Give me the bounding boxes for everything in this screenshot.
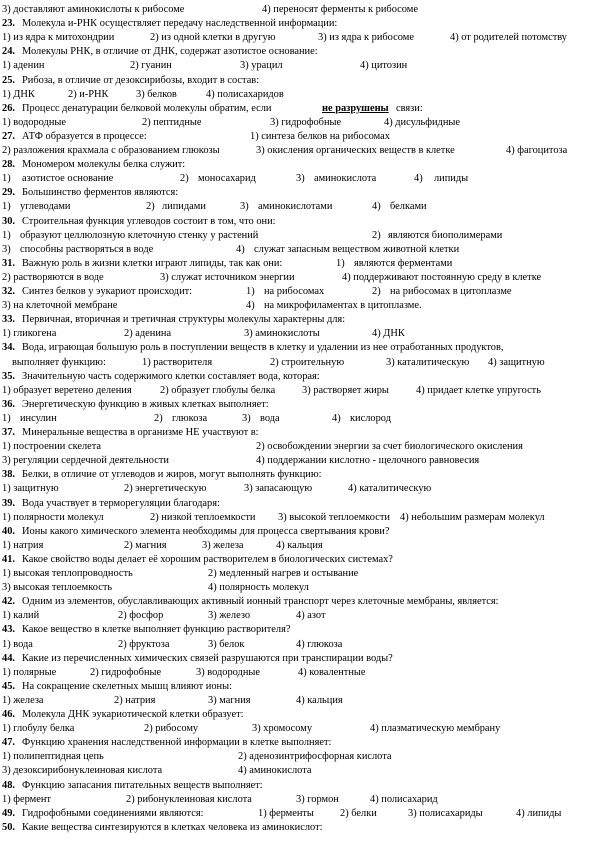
text-segment: липидами xyxy=(162,201,206,213)
text-segment: 2) аденина xyxy=(124,328,172,340)
text-segment: Молекулы РНК, в отличие от ДНК, содержат азотистое основание: xyxy=(22,46,318,58)
text-segment: 2) xyxy=(372,286,381,297)
text-line xyxy=(0,87,595,102)
question-number: 45. xyxy=(2,680,15,692)
text-segment: 4) дисульфидные xyxy=(384,116,460,128)
text-segment: Молекула ДНК эукариотической клетки образует: xyxy=(22,709,244,720)
text-line xyxy=(0,228,595,243)
question-number: 34. xyxy=(2,342,15,354)
text-segment: 2) строительную xyxy=(270,356,345,368)
question-number: 48. xyxy=(2,779,15,791)
text-segment: 1) полипептидная цепь xyxy=(2,751,104,763)
question-number: 50. xyxy=(2,821,15,833)
text-segment: являются биополимерами xyxy=(388,229,503,241)
text-segment: 2) гидрофобные xyxy=(90,666,162,678)
text-segment: 3) xyxy=(296,173,305,185)
text-segment: связи: xyxy=(396,102,423,114)
text-segment: 3) водородные xyxy=(196,666,260,678)
text-segment: Строительная функция углеводов состоит в том, что они: xyxy=(22,215,276,227)
text-segment: белками xyxy=(390,201,427,213)
text-segment: 1) защитную xyxy=(2,483,59,495)
text-line xyxy=(0,552,595,567)
text-line xyxy=(0,580,595,595)
text-line xyxy=(0,538,595,553)
text-segment: 3) регуляции сердечной деятельности xyxy=(2,455,169,467)
text-segment: 3) из ядра к рибосоме xyxy=(318,32,414,44)
text-segment: Белки, в отличие от углеводов и жиров, могут выполнять функцию: xyxy=(22,469,322,481)
text-line xyxy=(0,622,595,637)
text-segment: 3) гормон xyxy=(296,793,339,805)
text-segment: 3) аминокислоты xyxy=(244,328,320,340)
text-segment: Какие из перечисленных химических связей разрушаются при транспирации воды? xyxy=(22,652,393,664)
text-line xyxy=(0,101,595,116)
text-segment: 1) xyxy=(246,286,255,297)
text-segment: на микрофиламентах в цитоплазме. xyxy=(264,300,422,312)
text-segment: 2) xyxy=(180,173,189,185)
text-segment: Ионы какого химического элемента необходимы для процесса свертывания крови? xyxy=(22,525,390,537)
text-segment: углеводами xyxy=(20,201,71,213)
text-segment: 1) железа xyxy=(2,694,44,706)
text-segment: 2) медленный нагрев и остывание xyxy=(208,568,359,579)
text-segment: Какое вещество в клетке выполняет функцию растворителя? xyxy=(22,624,291,636)
text-segment: 1) растворителя xyxy=(142,356,213,368)
text-line xyxy=(0,721,595,736)
text-segment: 4) каталитическую xyxy=(348,483,432,495)
text-segment: моносахарид xyxy=(198,173,256,185)
text-segment: служат запасным веществом животной клетки xyxy=(254,243,460,255)
text-line xyxy=(0,651,595,666)
text-segment: 3) магния xyxy=(208,694,251,706)
text-segment: 3) запасающую xyxy=(244,483,313,495)
text-segment: 4) цитозин xyxy=(360,60,408,72)
text-line xyxy=(0,355,595,370)
text-line xyxy=(0,439,595,454)
text-line xyxy=(0,214,595,229)
text-line xyxy=(0,524,595,539)
question-number: 47. xyxy=(2,737,15,749)
question-number: 31. xyxy=(2,257,15,269)
text-segment: 4) глюкоза xyxy=(296,638,343,650)
text-line xyxy=(0,73,595,88)
question-number: 38. xyxy=(2,469,15,481)
text-line xyxy=(0,185,595,200)
text-segment: 4) небольшим размерам молекул xyxy=(400,511,545,523)
question-number: 28. xyxy=(2,159,15,171)
text-segment: 2) xyxy=(372,229,381,241)
question-number: 39. xyxy=(2,497,15,509)
text-segment: 1) ферменты xyxy=(258,807,314,819)
text-segment: 2) рибосому xyxy=(144,723,199,735)
question-number: 26. xyxy=(2,102,15,114)
text-segment: 3) железа xyxy=(202,539,244,551)
text-segment: 2) фосфор xyxy=(118,610,164,622)
text-segment: 3) каталитическую xyxy=(386,356,470,368)
text-segment: 3) на клеточной мембране xyxy=(2,300,118,312)
text-segment: 1) образует веретено деления xyxy=(2,384,132,396)
text-segment: 4) xyxy=(332,412,341,424)
question-number: 42. xyxy=(2,596,15,608)
text-line xyxy=(0,383,595,398)
text-segment: 1) калий xyxy=(2,610,40,622)
text-segment: 4) полисахаридов xyxy=(206,88,284,100)
text-segment: 4) xyxy=(246,300,255,312)
text-line xyxy=(0,467,595,482)
text-line xyxy=(0,115,595,130)
text-segment: 3) высокая теплоемкость xyxy=(2,582,113,594)
text-line xyxy=(0,270,595,285)
text-segment: являются ферментами xyxy=(354,257,453,269)
text-segment: 4) полисахарид xyxy=(370,793,438,805)
text-line xyxy=(0,143,595,158)
text-line xyxy=(0,369,595,384)
text-segment: 4) фагоцитоза xyxy=(506,145,568,156)
text-segment: 2) аденозинтрифосфорная кислота xyxy=(238,751,392,763)
text-segment: инсулин xyxy=(20,412,57,424)
text-segment: Первичная, вторичная и третичная структуры молекулы характерны для: xyxy=(22,314,346,326)
text-segment: 2) разложения крахмала с образованием глюкозы xyxy=(2,145,220,156)
text-segment: 3) xyxy=(240,201,249,213)
text-segment: Большинство ферментов являются: xyxy=(22,187,179,199)
text-line xyxy=(0,820,595,835)
text-line xyxy=(0,340,595,355)
text-line xyxy=(0,608,595,623)
question-number: 33. xyxy=(2,314,15,326)
text-segment: 4) поддержании кислотно - щелочного равновесия xyxy=(256,455,480,467)
text-segment: Мономером молекулы белка служит: xyxy=(22,159,186,171)
text-segment: вода xyxy=(260,412,280,424)
text-segment: Молекула и-РНК осуществляет передачу наследственной информации: xyxy=(22,18,338,30)
text-segment: Процесс денатурации белковой молекулы обратим, если xyxy=(22,102,272,114)
text-segment: 4) полярность молекул xyxy=(208,582,309,594)
text-segment: 2) магния xyxy=(124,539,167,551)
text-line xyxy=(0,44,595,59)
question-number: 32. xyxy=(2,286,15,297)
text-segment: 3) растворяет жиры xyxy=(302,384,389,396)
text-segment: 3) хромосому xyxy=(252,723,313,735)
text-segment: Важную роль в жизни клетки играют липиды, так как они: xyxy=(22,257,283,269)
text-line xyxy=(0,763,595,778)
text-segment: На сокращение скелетных мышц влияют ионы: xyxy=(22,680,232,692)
text-line xyxy=(0,157,595,172)
text-segment: 3) доставляют аминокислоты к рибосоме xyxy=(2,4,185,15)
text-segment: 3) высокой теплоемкости xyxy=(278,511,390,523)
text-segment: Одним из элементов, обуславливающих активный ионный транспорт через клеточные мембраны, является: xyxy=(22,596,499,608)
text-segment: 4) ДНК xyxy=(372,328,405,340)
text-segment: 4) кальция xyxy=(296,694,343,706)
text-segment: 4) азот xyxy=(296,610,326,622)
text-line xyxy=(0,806,595,821)
text-segment: Какие вещества синтезируются в клетках человека из аминокислот: xyxy=(22,821,323,833)
text-segment: Вода участвует в терморегуляции благодаря: xyxy=(22,497,220,509)
text-segment: 1) из ядра к митохондрии xyxy=(2,32,115,44)
text-segment: кислород xyxy=(350,412,391,424)
text-line xyxy=(0,129,595,144)
text-line xyxy=(0,199,595,214)
text-segment: 4) кальция xyxy=(276,539,323,551)
text-segment: 1) глобулу белка xyxy=(2,723,75,735)
text-segment: Гидрофобными соединениями являются: xyxy=(22,807,204,819)
text-line xyxy=(0,594,595,609)
text-line xyxy=(0,496,595,511)
text-segment: Значительную часть содержимого клетки составляет вода, которая: xyxy=(22,370,320,382)
text-segment: выполняет функцию: xyxy=(12,356,106,368)
text-segment: аминокислота xyxy=(314,173,377,185)
text-segment: на рибосомах в цитоплазме xyxy=(390,286,512,297)
text-line xyxy=(0,566,595,581)
text-segment: 1) ДНК xyxy=(2,88,35,100)
text-segment: 2) xyxy=(154,412,163,424)
text-segment: 3) белков xyxy=(136,88,177,100)
text-segment: на рибосомах xyxy=(264,286,325,297)
text-segment: 1) высокая теплопроводность xyxy=(2,568,133,579)
text-segment: 3) урацил xyxy=(240,60,283,72)
text-segment: 2) гуанин xyxy=(130,60,172,72)
text-segment: образуют целлюлозную клеточную стенку у растений xyxy=(20,229,259,241)
text-segment: 4) придает клетке упругость xyxy=(416,384,541,396)
question-number: 23. xyxy=(2,18,15,30)
text-segment: Какое свойство воды делает её хорошим растворителем в биологических системах? xyxy=(22,553,393,565)
text-segment: 4) xyxy=(372,201,381,213)
text-segment: Вода, играющая большую роль в поступлении веществ в клетку и удалении из нее отработанных продуктов, xyxy=(22,342,504,354)
text-segment: 3) белок xyxy=(208,638,245,650)
text-segment: 1) синтеза белков на рибосомах xyxy=(250,130,390,142)
text-segment: 3) xyxy=(2,243,11,255)
text-segment: азотистое основание xyxy=(22,173,114,185)
question-number: 37. xyxy=(2,427,15,438)
text-segment: 3) железо xyxy=(208,610,251,622)
text-segment: 2) и-РНК xyxy=(68,88,109,100)
text-line xyxy=(0,707,595,722)
text-segment: 2) рибонуклеиновая кислота xyxy=(126,793,252,805)
question-number: 29. xyxy=(2,187,15,199)
text-segment: Функцию запасания питательных веществ выполняет: xyxy=(22,779,263,791)
text-segment: 2) белки xyxy=(340,807,377,819)
text-segment: 3) окисления органических веществ в клетке xyxy=(256,145,455,156)
text-segment: 1) xyxy=(2,201,11,213)
text-line xyxy=(0,778,595,793)
question-number: 41. xyxy=(2,553,15,565)
question-number: 27. xyxy=(2,130,15,142)
text-segment: 1) фермент xyxy=(2,793,51,805)
text-segment: 4) защитную xyxy=(488,356,545,368)
text-segment: 3) полисахариды xyxy=(408,807,483,819)
text-line xyxy=(0,693,595,708)
text-segment: 1) xyxy=(2,229,11,241)
question-number: 35. xyxy=(2,370,15,382)
text-segment: 2) образует глобулы белка xyxy=(160,384,276,396)
text-segment: 2) натрия xyxy=(114,694,156,706)
question-number: 30. xyxy=(2,215,15,227)
emphasized-text: не разрушены xyxy=(322,102,389,114)
question-number: 46. xyxy=(2,709,15,720)
text-segment: 2) энергетическую xyxy=(124,483,207,495)
text-line xyxy=(0,2,595,17)
question-number: 44. xyxy=(2,652,15,664)
text-segment: 2) фруктоза xyxy=(118,638,170,650)
text-segment: Синтез белков у эукариот происходит: xyxy=(22,286,193,297)
text-line xyxy=(0,510,595,525)
text-segment: 2) из одной клетки в другую xyxy=(150,32,276,44)
text-segment: 1) гликогена xyxy=(2,328,57,340)
text-segment: 4) поддерживают постоянную среду в клетке xyxy=(342,271,542,283)
text-line xyxy=(0,481,595,496)
text-segment: аминокислотами xyxy=(258,201,333,213)
text-line xyxy=(0,58,595,73)
text-line xyxy=(0,679,595,694)
question-number: 25. xyxy=(2,74,15,86)
text-segment: 2) освобождении энергии за счет биологического окисления xyxy=(256,441,523,453)
text-line xyxy=(0,425,595,440)
text-segment: 1) xyxy=(2,412,11,424)
text-segment: 1) водородные xyxy=(2,116,66,128)
text-line xyxy=(0,665,595,680)
question-number: 49. xyxy=(2,807,15,819)
question-number: 24. xyxy=(2,46,15,58)
text-line xyxy=(0,326,595,341)
text-line xyxy=(0,792,595,807)
text-segment: 4) липиды xyxy=(516,807,562,819)
text-segment: 3) дезоксирибонуклеиновая кислота xyxy=(2,765,163,777)
text-segment: способны растворяться в воде xyxy=(20,243,154,255)
text-segment: 1) xyxy=(2,173,11,185)
text-line xyxy=(0,397,595,412)
text-segment: 3) служат источником энергии xyxy=(160,271,295,283)
text-line xyxy=(0,30,595,45)
text-segment: АТФ образуется в процессе: xyxy=(22,130,147,142)
text-segment: 1) полярные xyxy=(2,666,57,678)
text-segment: 2) пептидные xyxy=(142,116,202,128)
text-segment: 4) аминокислота xyxy=(238,765,312,777)
text-segment: 1) аденин xyxy=(2,60,45,72)
question-number: 36. xyxy=(2,398,15,410)
text-segment: 4) xyxy=(414,173,423,185)
text-line xyxy=(0,411,595,426)
text-line xyxy=(0,637,595,652)
text-line xyxy=(0,16,595,31)
text-segment: 2) xyxy=(146,201,155,213)
text-segment: 2) растворяются в воде xyxy=(2,271,104,283)
text-line xyxy=(0,298,595,313)
text-segment: Рибоза, в отличие от дезоксирибозы, входит в состав: xyxy=(22,74,260,86)
text-segment: Энергетическую функцию в живых клетках выполняет: xyxy=(22,398,269,410)
text-line xyxy=(0,284,595,299)
text-segment: 1) натрия xyxy=(2,539,44,551)
text-line xyxy=(0,312,595,327)
text-segment: Функцию хранения наследственной информации в клетке выполняет: xyxy=(22,737,332,749)
text-segment: липиды xyxy=(434,173,469,185)
text-segment: 4) плазматическую мембрану xyxy=(370,723,501,735)
text-segment: 1) построении скелета xyxy=(2,441,102,453)
text-line xyxy=(0,735,595,750)
text-segment: 3) xyxy=(242,412,251,424)
text-segment: 1) xyxy=(336,257,345,269)
text-segment: 4) переносят ферменты к рибосоме xyxy=(262,4,418,15)
question-number: 40. xyxy=(2,525,15,537)
text-segment: 4) xyxy=(236,243,245,255)
text-line xyxy=(0,749,595,764)
text-line xyxy=(0,453,595,468)
text-segment: 1) полярности молекул xyxy=(2,511,104,523)
question-number: 43. xyxy=(2,624,15,636)
text-line xyxy=(0,256,595,271)
text-line xyxy=(0,242,595,257)
text-segment: 1) вода xyxy=(2,638,33,650)
text-segment: 3) гидрофобные xyxy=(270,116,342,128)
text-segment: 4) ковалентные xyxy=(298,666,366,678)
text-segment: глюкоза xyxy=(172,412,208,424)
text-segment: 2) низкой теплоемкости xyxy=(150,511,256,523)
text-segment: Минеральные вещества в организме НЕ участвуют в: xyxy=(22,427,259,438)
text-line xyxy=(0,171,595,186)
text-segment: 4) от родителей потомству xyxy=(450,32,567,44)
